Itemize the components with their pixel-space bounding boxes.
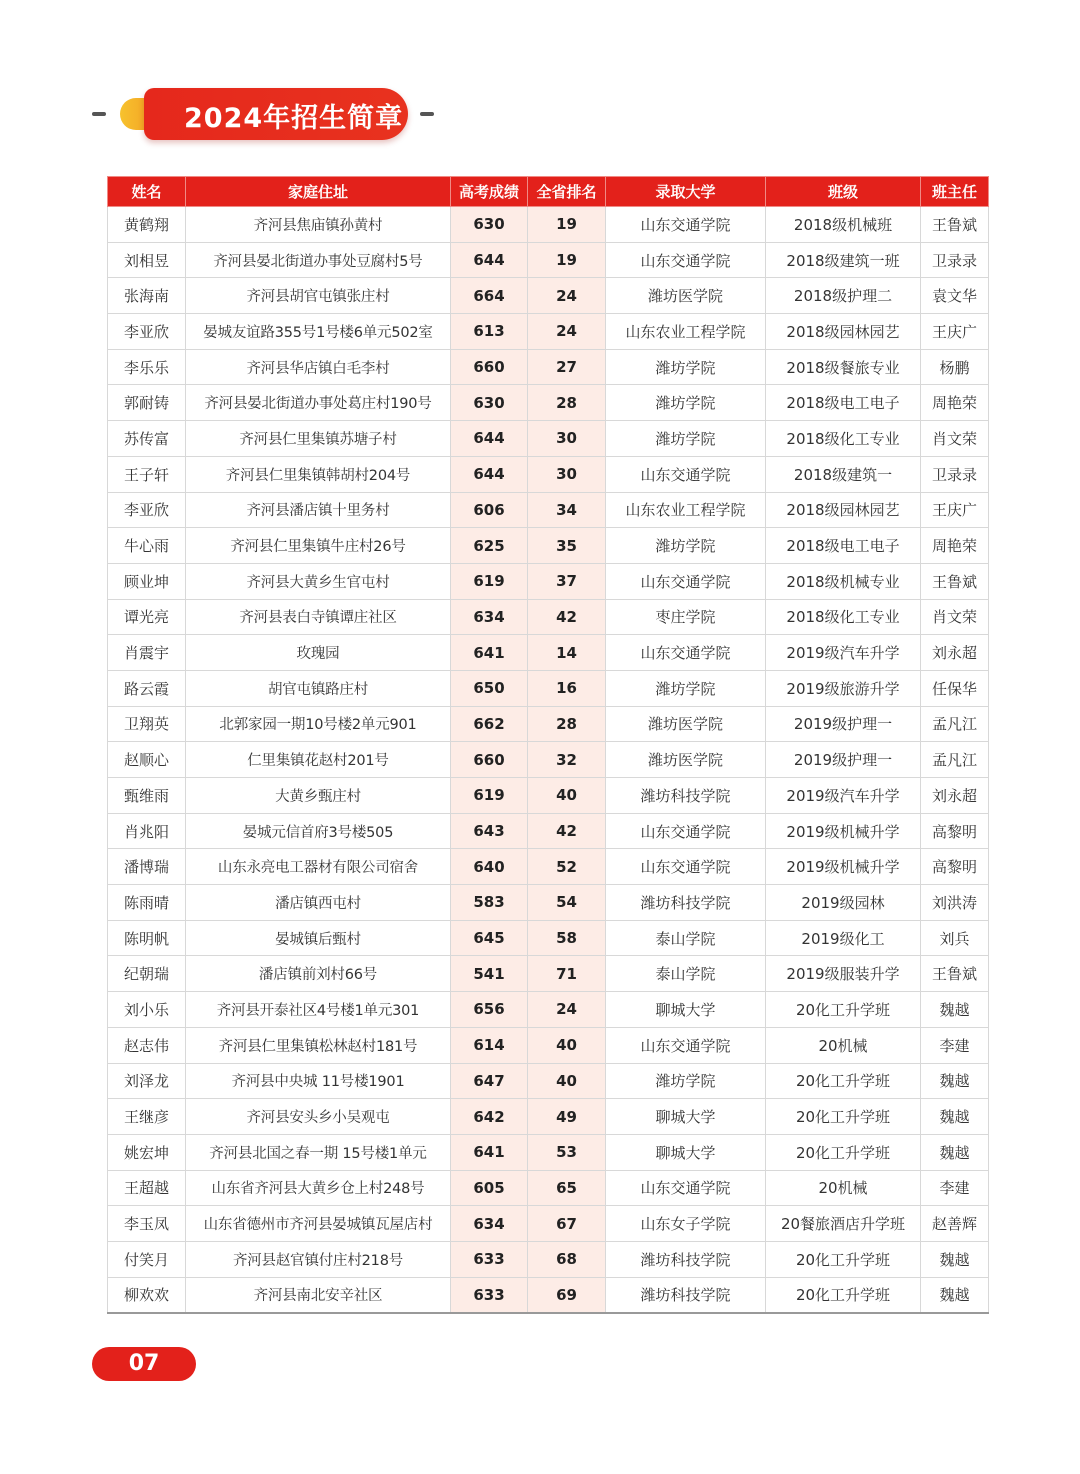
university: 山东交通学院	[606, 1027, 766, 1063]
exam-score: 605	[451, 1170, 528, 1206]
table-row	[108, 920, 989, 956]
province-rank: 24	[528, 278, 606, 314]
head-teacher: 魏越	[921, 1134, 989, 1170]
university: 泰山学院	[606, 956, 766, 992]
table-row	[108, 528, 989, 564]
home-address: 齐河县华店镇白毛李村	[186, 349, 451, 385]
table-row	[108, 849, 989, 885]
banner-right-dash	[420, 112, 434, 116]
admissions-table	[107, 176, 989, 1314]
head-teacher: 周艳荣	[921, 385, 989, 421]
head-teacher: 王鲁斌	[921, 956, 989, 992]
exam-score: 644	[451, 242, 528, 278]
class-name: 2019级护理一	[766, 706, 921, 742]
table-row	[108, 635, 989, 671]
head-teacher: 王鲁斌	[921, 207, 989, 243]
student-name: 肖兆阳	[108, 813, 186, 849]
home-address: 齐河县胡官屯镇张庄村	[186, 278, 451, 314]
exam-score: 662	[451, 706, 528, 742]
home-address: 北郭家园一期10号楼2单元901	[186, 706, 451, 742]
university: 山东交通学院	[606, 456, 766, 492]
class-header: 班级	[766, 177, 921, 207]
exam-score: 660	[451, 742, 528, 778]
student-name: 李玉凤	[108, 1206, 186, 1242]
table-row	[108, 706, 989, 742]
student-name: 谭光亮	[108, 599, 186, 635]
university: 山东交通学院	[606, 849, 766, 885]
table-row	[108, 242, 989, 278]
table-row	[108, 778, 989, 814]
exam-score: 633	[451, 1277, 528, 1313]
table-header-row	[108, 177, 989, 207]
university: 潍坊学院	[606, 349, 766, 385]
head-teacher: 肖文荣	[921, 599, 989, 635]
home-address: 山东省德州市齐河县晏城镇瓦屋店村	[186, 1206, 451, 1242]
table-row	[108, 813, 989, 849]
table-row	[108, 278, 989, 314]
head-teacher: 魏越	[921, 1063, 989, 1099]
class-name: 2018级园林园艺	[766, 492, 921, 528]
exam-score: 541	[451, 956, 528, 992]
score-header: 高考成绩	[451, 177, 528, 207]
table-row	[108, 670, 989, 706]
province-rank: 67	[528, 1206, 606, 1242]
student-name: 付笑月	[108, 1241, 186, 1277]
head-teacher: 肖文荣	[921, 421, 989, 457]
table-row	[108, 956, 989, 992]
exam-score: 634	[451, 1206, 528, 1242]
table-row	[108, 1134, 989, 1170]
title-banner	[92, 88, 452, 140]
province-rank: 65	[528, 1170, 606, 1206]
home-address: 玫瑰园	[186, 635, 451, 671]
class-name: 20化工升学班	[766, 1277, 921, 1313]
home-address: 齐河县南北安辛社区	[186, 1277, 451, 1313]
student-name: 王子轩	[108, 456, 186, 492]
university-header: 录取大学	[606, 177, 766, 207]
student-name: 赵志伟	[108, 1027, 186, 1063]
head-teacher: 任保华	[921, 670, 989, 706]
table-row	[108, 349, 989, 385]
province-rank: 14	[528, 635, 606, 671]
university: 潍坊学院	[606, 1063, 766, 1099]
province-rank: 54	[528, 885, 606, 921]
head-teacher: 赵善辉	[921, 1206, 989, 1242]
table-row	[108, 385, 989, 421]
exam-score: 619	[451, 563, 528, 599]
home-address: 齐河县仁里集镇苏塘子村	[186, 421, 451, 457]
exam-score: 614	[451, 1027, 528, 1063]
university: 山东女子学院	[606, 1206, 766, 1242]
table-row	[108, 1027, 989, 1063]
home-address: 齐河县晏北街道办事处葛庄村190号	[186, 385, 451, 421]
class-name: 2018级化工专业	[766, 421, 921, 457]
head-teacher: 孟凡江	[921, 706, 989, 742]
class-name: 20机械	[766, 1027, 921, 1063]
head-teacher: 李建	[921, 1170, 989, 1206]
home-address: 齐河县大黄乡生官屯村	[186, 563, 451, 599]
student-name: 李亚欣	[108, 492, 186, 528]
banner-left-dash	[92, 112, 106, 116]
class-name: 2018级护理二	[766, 278, 921, 314]
exam-score: 660	[451, 349, 528, 385]
class-name: 2018级电工电子	[766, 528, 921, 564]
exam-score: 642	[451, 1099, 528, 1135]
home-address: 齐河县晏北街道办事处豆腐村5号	[186, 242, 451, 278]
table-row	[108, 992, 989, 1028]
head-teacher: 王庆广	[921, 314, 989, 350]
page-number-badge: 07	[92, 1347, 196, 1381]
province-rank: 69	[528, 1277, 606, 1313]
university: 潍坊医学院	[606, 278, 766, 314]
exam-score: 643	[451, 813, 528, 849]
exam-score: 630	[451, 207, 528, 243]
student-name: 肖震宇	[108, 635, 186, 671]
exam-score: 613	[451, 314, 528, 350]
province-rank: 68	[528, 1241, 606, 1277]
home-address: 仁里集镇花赵村201号	[186, 742, 451, 778]
exam-score: 641	[451, 635, 528, 671]
class-name: 20化工升学班	[766, 1241, 921, 1277]
table-row	[108, 742, 989, 778]
home-address: 齐河县表白寺镇谭庄社区	[186, 599, 451, 635]
province-rank: 30	[528, 456, 606, 492]
university: 山东交通学院	[606, 1170, 766, 1206]
province-rank: 42	[528, 599, 606, 635]
exam-score: 644	[451, 456, 528, 492]
home-address: 齐河县安头乡小吴观屯	[186, 1099, 451, 1135]
head-teacher: 高黎明	[921, 813, 989, 849]
university: 潍坊学院	[606, 528, 766, 564]
student-name: 陈明帆	[108, 920, 186, 956]
student-name: 刘相昱	[108, 242, 186, 278]
page-title: 2024年招生简章	[184, 103, 404, 134]
class-name: 20机械	[766, 1170, 921, 1206]
student-name: 纪朝瑞	[108, 956, 186, 992]
class-name: 2019级机械升学	[766, 813, 921, 849]
table-row	[108, 1099, 989, 1135]
table-body	[108, 207, 989, 1314]
province-rank: 35	[528, 528, 606, 564]
class-name: 2019级服装升学	[766, 956, 921, 992]
student-name: 路云霞	[108, 670, 186, 706]
home-address: 山东省齐河县大黄乡仓上村248号	[186, 1170, 451, 1206]
class-name: 20化工升学班	[766, 1099, 921, 1135]
head-teacher: 李建	[921, 1027, 989, 1063]
student-name: 张海南	[108, 278, 186, 314]
home-address: 齐河县北国之春一期 15号楼1单元	[186, 1134, 451, 1170]
student-name: 刘泽龙	[108, 1063, 186, 1099]
university: 潍坊科技学院	[606, 1277, 766, 1313]
address-header: 家庭住址	[186, 177, 451, 207]
exam-score: 630	[451, 385, 528, 421]
class-name: 2018级餐旅专业	[766, 349, 921, 385]
university: 泰山学院	[606, 920, 766, 956]
home-address: 大黄乡甄庄村	[186, 778, 451, 814]
home-address: 晏城镇后甄村	[186, 920, 451, 956]
table-row	[108, 1241, 989, 1277]
province-rank: 19	[528, 242, 606, 278]
head-teacher: 袁文华	[921, 278, 989, 314]
home-address: 晏城友谊路355号1号楼6单元502室	[186, 314, 451, 350]
province-rank: 27	[528, 349, 606, 385]
university: 枣庄学院	[606, 599, 766, 635]
student-name: 卫翔英	[108, 706, 186, 742]
head-teacher: 魏越	[921, 1277, 989, 1313]
exam-score: 583	[451, 885, 528, 921]
province-rank: 24	[528, 992, 606, 1028]
head-teacher: 魏越	[921, 1099, 989, 1135]
province-rank: 71	[528, 956, 606, 992]
head-teacher: 魏越	[921, 992, 989, 1028]
university: 山东农业工程学院	[606, 492, 766, 528]
province-rank: 40	[528, 778, 606, 814]
province-rank: 19	[528, 207, 606, 243]
table-row	[108, 885, 989, 921]
university: 潍坊科技学院	[606, 885, 766, 921]
exam-score: 633	[451, 1241, 528, 1277]
head-teacher: 卫录录	[921, 242, 989, 278]
student-name: 甄维雨	[108, 778, 186, 814]
table-row	[108, 314, 989, 350]
student-name: 黄鹤翔	[108, 207, 186, 243]
student-name: 顾业坤	[108, 563, 186, 599]
home-address: 齐河县中央城 11号楼1901	[186, 1063, 451, 1099]
exam-score: 644	[451, 421, 528, 457]
province-rank: 37	[528, 563, 606, 599]
province-rank: 16	[528, 670, 606, 706]
home-address: 胡官屯镇路庄村	[186, 670, 451, 706]
province-rank: 28	[528, 385, 606, 421]
province-rank: 42	[528, 813, 606, 849]
student-name: 郭耐铸	[108, 385, 186, 421]
university: 潍坊学院	[606, 421, 766, 457]
table-row	[108, 1063, 989, 1099]
head-teacher: 周艳荣	[921, 528, 989, 564]
university: 聊城大学	[606, 1134, 766, 1170]
exam-score: 647	[451, 1063, 528, 1099]
university: 山东交通学院	[606, 635, 766, 671]
university: 山东交通学院	[606, 242, 766, 278]
class-name: 2019级旅游升学	[766, 670, 921, 706]
class-name: 2019级汽车升学	[766, 778, 921, 814]
student-name: 李乐乐	[108, 349, 186, 385]
head-teacher: 高黎明	[921, 849, 989, 885]
university: 山东交通学院	[606, 207, 766, 243]
university: 山东交通学院	[606, 813, 766, 849]
province-rank: 58	[528, 920, 606, 956]
home-address: 齐河县仁里集镇韩胡村204号	[186, 456, 451, 492]
head-teacher: 刘永超	[921, 635, 989, 671]
student-name: 牛心雨	[108, 528, 186, 564]
university: 潍坊科技学院	[606, 778, 766, 814]
university: 潍坊学院	[606, 385, 766, 421]
class-name: 20化工升学班	[766, 1134, 921, 1170]
student-name: 柳欢欢	[108, 1277, 186, 1313]
class-name: 2018级建筑一	[766, 456, 921, 492]
exam-score: 650	[451, 670, 528, 706]
exam-score: 656	[451, 992, 528, 1028]
university: 山东农业工程学院	[606, 314, 766, 350]
home-address: 潘店镇前刘村66号	[186, 956, 451, 992]
exam-score: 640	[451, 849, 528, 885]
province-rank: 28	[528, 706, 606, 742]
head-teacher: 刘洪涛	[921, 885, 989, 921]
university: 聊城大学	[606, 1099, 766, 1135]
home-address: 齐河县仁里集镇松林赵村181号	[186, 1027, 451, 1063]
class-name: 2018级园林园艺	[766, 314, 921, 350]
student-name: 赵顺心	[108, 742, 186, 778]
head-teacher: 魏越	[921, 1241, 989, 1277]
class-name: 2018级化工专业	[766, 599, 921, 635]
table-row	[108, 1170, 989, 1206]
home-address: 齐河县焦庙镇孙黄村	[186, 207, 451, 243]
class-name: 2019级机械升学	[766, 849, 921, 885]
province-rank: 24	[528, 314, 606, 350]
student-name: 王继彦	[108, 1099, 186, 1135]
student-name: 苏传富	[108, 421, 186, 457]
exam-score: 634	[451, 599, 528, 635]
university: 潍坊医学院	[606, 742, 766, 778]
rank-header: 全省排名	[528, 177, 606, 207]
student-name: 潘博瑞	[108, 849, 186, 885]
name-header: 姓名	[108, 177, 186, 207]
university: 聊城大学	[606, 992, 766, 1028]
exam-score: 664	[451, 278, 528, 314]
class-name: 2018级机械班	[766, 207, 921, 243]
class-name: 2018级机械专业	[766, 563, 921, 599]
class-name: 2019级护理一	[766, 742, 921, 778]
province-rank: 49	[528, 1099, 606, 1135]
university: 潍坊学院	[606, 670, 766, 706]
class-name: 20化工升学班	[766, 992, 921, 1028]
head-teacher: 孟凡江	[921, 742, 989, 778]
table-row	[108, 492, 989, 528]
class-name: 2019级化工	[766, 920, 921, 956]
head-teacher: 刘兵	[921, 920, 989, 956]
province-rank: 53	[528, 1134, 606, 1170]
table-row	[108, 1206, 989, 1242]
province-rank: 34	[528, 492, 606, 528]
university: 山东交通学院	[606, 563, 766, 599]
home-address: 齐河县仁里集镇牛庄村26号	[186, 528, 451, 564]
exam-score: 625	[451, 528, 528, 564]
class-name: 2019级汽车升学	[766, 635, 921, 671]
province-rank: 40	[528, 1063, 606, 1099]
head-teacher: 杨鹏	[921, 349, 989, 385]
table-row	[108, 563, 989, 599]
head-teacher: 王鲁斌	[921, 563, 989, 599]
home-address: 晏城元信首府3号楼505	[186, 813, 451, 849]
university: 潍坊医学院	[606, 706, 766, 742]
table-row	[108, 207, 989, 243]
student-name: 王超越	[108, 1170, 186, 1206]
home-address: 潘店镇西屯村	[186, 885, 451, 921]
table-row	[108, 1277, 989, 1313]
home-address: 齐河县开泰社区4号楼1单元301	[186, 992, 451, 1028]
class-name: 2019级园林	[766, 885, 921, 921]
province-rank: 30	[528, 421, 606, 457]
home-address: 山东永亮电工器材有限公司宿舍	[186, 849, 451, 885]
province-rank: 32	[528, 742, 606, 778]
teacher-header: 班主任	[921, 177, 989, 207]
student-name: 陈雨晴	[108, 885, 186, 921]
home-address: 齐河县潘店镇十里务村	[186, 492, 451, 528]
exam-score: 606	[451, 492, 528, 528]
student-name: 李亚欣	[108, 314, 186, 350]
class-name: 20餐旅酒店升学班	[766, 1206, 921, 1242]
class-name: 20化工升学班	[766, 1063, 921, 1099]
province-rank: 52	[528, 849, 606, 885]
exam-score: 641	[451, 1134, 528, 1170]
province-rank: 40	[528, 1027, 606, 1063]
university: 潍坊科技学院	[606, 1241, 766, 1277]
head-teacher: 刘永超	[921, 778, 989, 814]
exam-score: 619	[451, 778, 528, 814]
table-row	[108, 456, 989, 492]
table-row	[108, 421, 989, 457]
exam-score: 645	[451, 920, 528, 956]
student-name: 姚宏坤	[108, 1134, 186, 1170]
home-address: 齐河县赵官镇付庄村218号	[186, 1241, 451, 1277]
head-teacher: 王庆广	[921, 492, 989, 528]
class-name: 2018级电工电子	[766, 385, 921, 421]
student-name: 刘小乐	[108, 992, 186, 1028]
class-name: 2018级建筑一班	[766, 242, 921, 278]
head-teacher: 卫录录	[921, 456, 989, 492]
table-row	[108, 599, 989, 635]
